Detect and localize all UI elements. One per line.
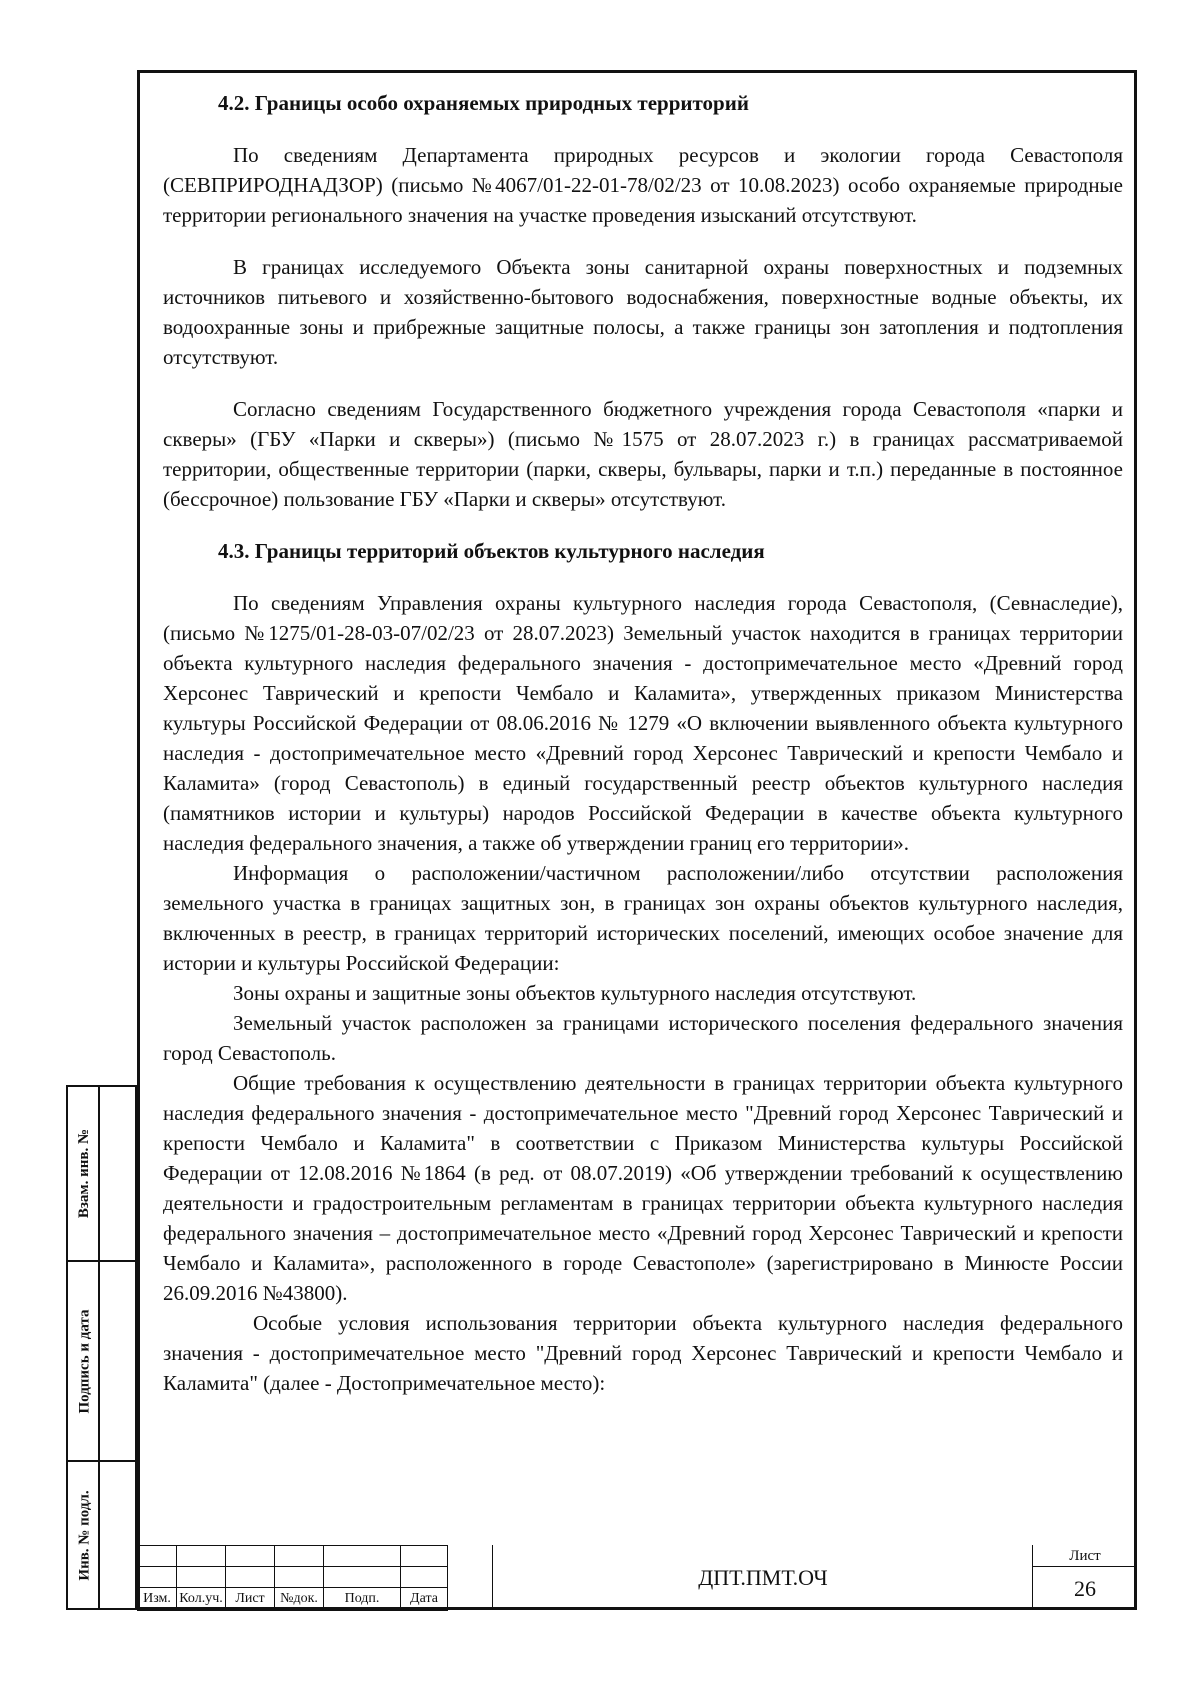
side-vzam-label: Взам. инв. №	[76, 1128, 93, 1219]
col-koluch: Кол.уч.	[177, 1588, 226, 1611]
side-stamp-column-blank	[100, 1085, 137, 1610]
side-inv-label: Инв. № подл.	[76, 1489, 93, 1581]
side-podpis-label: Подпись и дата	[76, 1308, 93, 1414]
section-heading-4-2: 4.2. Границы особо охраняемых природных территорий	[218, 91, 749, 115]
paragraph-4-3-5: Общие требования к осуществлению деятельности в границах территории объекта культурного наследия федерального значения - достопримечательное место "Древний город Херсонес Таврический и крепости Чембало и Каламита" в соответствии с Приказом Министерства культуры Российской Федерации от 12.08.2016 №1864 (в ред. от 08.07.2019) «Об утверждении требований к осуществлению деятельности и градостроительным регламентам в границах территории объекта культурного наследия федерального значения – достопримечательное место «Древний город Херсонес Таврический и крепости Чембало и Каламита», расположенного в городе Севастополе» (зарегистрировано в Минюсте России 26.09.2016 №43800).	[163, 1071, 1123, 1305]
paragraph-4-2-1: По сведениям Департамента природных ресурсов и экологии города Севастополя (СЕВПРИРОДНАДЗОР) (письмо №4067/01-22-01-78/02/23 от 10.08.2023) особо охраняемые природные территории регионального значения на участке проведения изысканий отсутствуют.	[163, 143, 1123, 227]
title-block	[137, 1545, 1137, 1610]
document-code: ДПТ.ПМТ.ОЧ	[492, 1545, 1033, 1610]
document-body	[163, 88, 1123, 1398]
paragraph-4-2-3: Согласно сведениям Государственного бюджетного учреждения города Севастополя «парки и скверы» (ГБУ «Парки и скверы») (письмо №1575 от 28.07.2023 г.) в границах рассматриваемой территории, общественные территории (парки, скверы, бульвары, парки и т.п.) переданные в постоянное (бессрочное) пользование ГБУ «Парки и скверы» отсутствуют.	[163, 397, 1123, 511]
side-vzam-cell	[68, 1087, 102, 1262]
col-list: Лист	[226, 1588, 275, 1611]
paragraph-4-3-1: По сведениям Управления охраны культурного наследия города Севастополя, (Севнаследие), (письмо №1275/01-28-03-07/02/23 от 28.07.2023) Земельный участок находится в границах территории объекта культурного наследия федерального значения - достопримечательное место «Древний город Херсонес Таврический и крепости Чембало и Каламита», утвержденных приказом Министерства культуры Российской Федерации от 08.06.2016 № 1279 «О включении выявленного объекта культурного наследия - достопримечательное место «Древний город Херсонес Таврический и крепости Чембало и Каламита» (город Севастополь) в единый государственный реестр объектов культурного наследия (памятников истории и культуры) народов Российской Федерации в качестве объекта культурного наследия федерального значения, а также об утверждении границ его территории».	[163, 591, 1123, 855]
paragraph-4-3-4: Земельный участок расположен за границами исторического поселения федерального значения город Севастополь.	[163, 1011, 1123, 1065]
side-stamp-column	[66, 1085, 100, 1610]
paragraph-4-3-2: Информация о расположении/частичном расположении/либо отсутствии расположения земельного участка в границах защитных зон, в границах зон охраны объектов культурного наследия, включенных в реестр, в границах территорий исторических поселений, имеющих особое значение для истории и культуры Российской Федерации:	[163, 861, 1123, 975]
col-data: Дата	[401, 1588, 448, 1611]
paragraph-4-2-2: В границах исследуемого Объекта зоны санитарной охраны поверхностных и подземных источников питьевого и хозяйственно-бытового водоснабжения, поверхностные водные объекты, их водоохранные зоны и прибрежные защитные полосы, а также границы зон затопления и подтопления отсутствуют.	[163, 255, 1123, 369]
paragraph-4-3-3: Зоны охраны и защитные зоны объектов культурного наследия отсутствуют.	[233, 981, 917, 1005]
section-heading-4-3: 4.3. Границы территорий объектов культурного наследия	[218, 539, 765, 563]
side-inv-cell	[68, 1462, 102, 1608]
sheet-label: Лист	[1033, 1545, 1137, 1567]
paragraph-4-3-6: Особые условия использования территории объекта культурного наследия федерального значения - достопримечательное место "Древний город Херсонес Таврический и крепости Чембало и Каламита" (далее - Достопримечательное место):	[163, 1311, 1123, 1395]
side-podpis-cell	[68, 1262, 102, 1462]
sheet-box	[1032, 1545, 1137, 1610]
col-izm: Изм.	[138, 1588, 177, 1611]
sheet-number: 26	[1074, 1576, 1096, 1601]
revision-table	[137, 1545, 448, 1611]
col-podp: Подп.	[324, 1588, 401, 1611]
col-ndok: №док.	[275, 1588, 324, 1611]
